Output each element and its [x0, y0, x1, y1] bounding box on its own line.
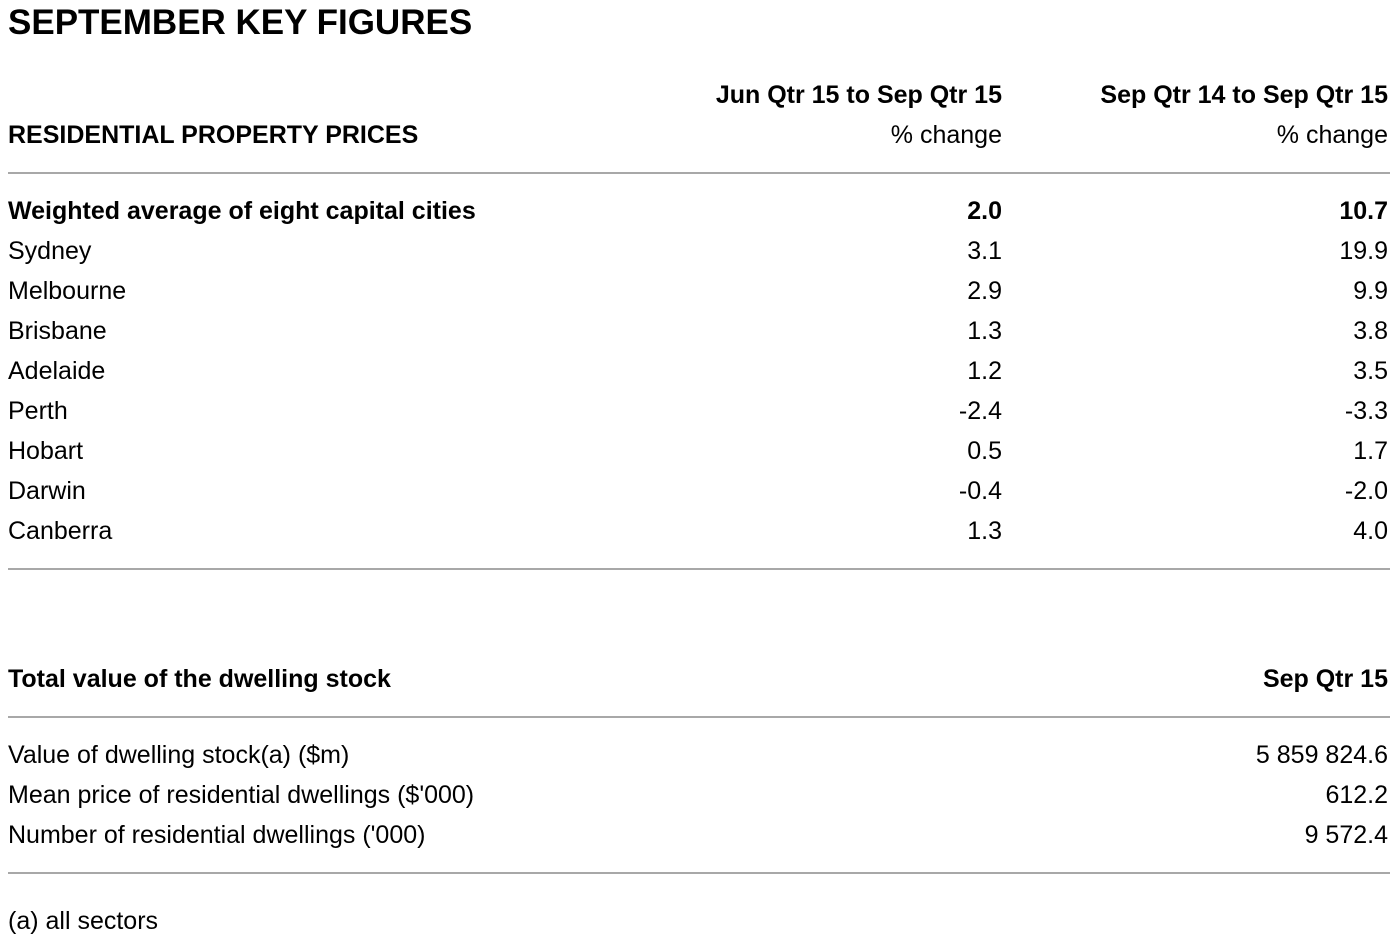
row-value-quarterly: 1.3	[967, 317, 1002, 345]
row-label: Weighted average of eight capital cities	[8, 197, 476, 225]
table-row	[0, 436, 1398, 466]
prices-section-label: RESIDENTIAL PROPERTY PRICES	[8, 121, 419, 149]
row-value: 612.2	[1325, 781, 1388, 809]
row-label: Canberra	[8, 517, 113, 545]
row-value-annual: 19.9	[1339, 237, 1388, 265]
stock-section-label: Total value of the dwelling stock	[8, 665, 391, 693]
row-value-quarterly: -2.4	[958, 397, 1002, 425]
table-row	[0, 516, 1398, 546]
col1-unit-header: % change	[890, 121, 1002, 149]
table-row	[0, 740, 1398, 770]
header-divider	[8, 172, 1390, 174]
row-value-annual: 9.9	[1353, 277, 1388, 305]
row-label: Brisbane	[8, 317, 107, 345]
row-value-quarterly: 0.5	[967, 437, 1002, 465]
table-row	[0, 276, 1398, 306]
col2-period-header: Sep Qtr 14 to Sep Qtr 15	[1100, 81, 1388, 109]
stock-header-divider	[8, 716, 1390, 718]
row-value-quarterly: 1.3	[967, 517, 1002, 545]
row-value-quarterly: 3.1	[967, 237, 1002, 265]
table-row	[0, 236, 1398, 266]
row-value-quarterly: 2.0	[967, 197, 1002, 225]
row-label: Darwin	[8, 477, 86, 505]
table-row	[0, 780, 1398, 810]
row-value-annual: 3.5	[1353, 357, 1388, 385]
row-value-quarterly: 1.2	[967, 357, 1002, 385]
row-label: Melbourne	[8, 277, 127, 305]
row-value-annual: 4.0	[1353, 517, 1388, 545]
table-row	[0, 820, 1398, 850]
prices-table-divider	[8, 568, 1390, 570]
row-label: Perth	[8, 397, 68, 425]
row-value-annual: 1.7	[1353, 437, 1388, 465]
page-title: SEPTEMBER KEY FIGURES	[8, 3, 473, 42]
col2-unit-header: % change	[1276, 121, 1388, 149]
row-label: Sydney	[8, 237, 92, 265]
row-value-annual: -3.3	[1344, 397, 1388, 425]
table-row	[0, 476, 1398, 506]
col1-period-header: Jun Qtr 15 to Sep Qtr 15	[715, 81, 1002, 109]
row-value-annual: 10.7	[1339, 197, 1388, 225]
row-value: 9 572.4	[1304, 821, 1388, 849]
row-label: Hobart	[8, 437, 84, 465]
row-value-quarterly: -0.4	[958, 477, 1002, 505]
row-value-annual: 3.8	[1353, 317, 1388, 345]
row-label: Adelaide	[8, 357, 106, 385]
row-label: Number of residential dwellings ('000)	[8, 821, 426, 849]
stock-period-header: Sep Qtr 15	[1262, 665, 1388, 693]
row-value-quarterly: 2.9	[967, 277, 1002, 305]
row-label: Mean price of residential dwellings ($'000)	[8, 781, 475, 809]
row-value-annual: -2.0	[1344, 477, 1388, 505]
footnote: (a) all sectors	[8, 907, 159, 935]
table-row	[0, 316, 1398, 346]
stock-table-divider	[8, 872, 1390, 874]
row-value: 5 859 824.6	[1255, 741, 1388, 769]
table-row	[0, 356, 1398, 386]
row-label: Value of dwelling stock(a) ($m)	[8, 741, 350, 769]
table-row	[0, 196, 1398, 226]
table-row	[0, 396, 1398, 426]
